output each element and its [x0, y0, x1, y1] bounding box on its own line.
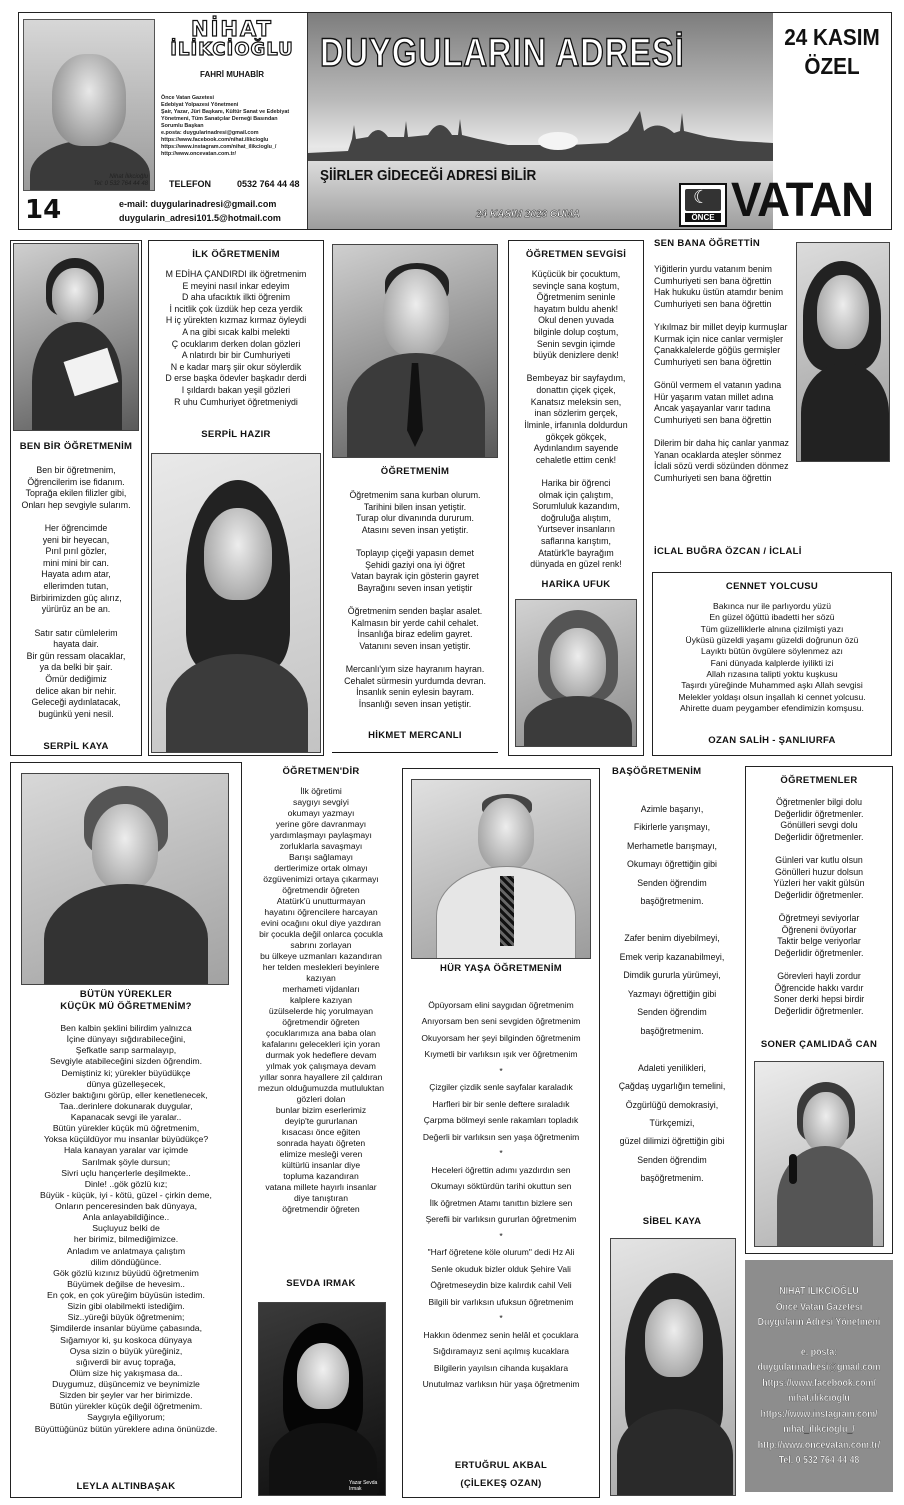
article-basogretmenim: [604, 762, 740, 1498]
name-line1: NİHAT: [191, 17, 273, 41]
article-author: OZAN SALİH - ŞANLIURFA: [708, 735, 836, 746]
article-title: HÜR YAŞA ÖĞRETMENİM: [439, 963, 562, 974]
divider: [332, 752, 498, 753]
special-issue-label: [779, 23, 885, 81]
article-text: İlk öğretimi saygıyı sevgiyi okumayı yazmayı yerine göre davranmayı yardımlaşmayı paylaşmayı zorluklarla savaşmayı Barışı sağlamayı dertlerimize ortak olmayı özgüvenimizi ortaya çıkarmayı öğretmendir öğreten Atatürk'ü unutturmayan hayatını öğrencilere harcayan evini ocağını okul diye yazdıran bir çocukla değil onlarca çocukla sabrını zorlayan bu ülkeye uzmanları kazandıran her telden meslekleri beyinlere kazıyan merhameti vijdanları kalplere kazıyan üzülselerde hiç yorulmayan öğretmendir öğreten çocuklarımıza ana baba olan kafalarını gelecekleri için yoran durmak yok hedeflere devam yılmak yok çalışmaya devam yıllar sonra hayallere zil çaldıran mezun olduğumuzda mutluluktan gözleri dolan bunlar bizim eserlerimiz deyip'te gururlanan kısacası önce eğiten sonrada hayatı öğreten elimize mesleği veren kültürlü insanlar diye topluma kazandıran vatana millete hayırlı insanlar diye tanıştıran öğretmendir öğreten: [257, 786, 385, 1214]
contact-instagram-2[interactable]: nihat_ilikcioglu_/: [783, 1424, 855, 1435]
article-text: M EDİHA ÇANDIRDI ilk öğretmenim E meyini nasıl inkar edeyim D aha ufacıktık ilkti öğrenim İ ncitlik çok üzdük hep ceza yerdik H iç yürekten kızmaz kırmaz öyleydi A na gibi sıcak kalbi melekti Ç ocuklarım derken dolan gözleri A nlatırdı bir bir Cumhuriyeti N e kadar marş şiir okur söylerdik D erse başka ödevler başkadır derdi I şıldardı bakan yeşil gözleri R uhu Cumhuriyet öğretmeniydi: [165, 269, 307, 407]
author-photo: [610, 1238, 736, 1496]
microphone-icon: [789, 1154, 797, 1184]
logo-small-text: ÖNCE: [685, 213, 721, 222]
article-author: LEYLA ALTINBAŞAK: [76, 1481, 176, 1492]
article-title: ÖĞRETMEN SEVGİSİ: [525, 249, 627, 260]
article-ogretmenim: [330, 240, 500, 756]
article-title: BAŞÖĞRETMENİM: [612, 766, 702, 777]
article-ilk-ogretmenim: [148, 240, 324, 756]
issue-date: 24 KASIM 2023 CUMA: [476, 209, 580, 220]
contact-email[interactable]: duygularinadresi@gmail.com: [757, 1362, 881, 1373]
article-text: Azimle başarıyı, Fikirlerle yarışmayı, Merhametle barışmayı, Okumayı öğrettiğin gibi Senden öğrendim başöğretmenim. Zafer benim diyebilmeyi, Emek verip kazanabilmeyi, Dimdik gururla yürümeyi, Yazmayı öğrettiğin gibi Senden öğrendim başöğretmenim. Adaleti yenilikleri, Çağdaş uygarlığın temelini, Özgürlüğü demokrasiyi, Türkçemizi, güzel dilimizi öğrettiğin gibi Senden öğrendim başöğretmenim.: [618, 804, 726, 1184]
phone-line: [169, 179, 300, 189]
article-author: SEVDA IRMAK: [286, 1278, 356, 1289]
page-number: 14: [25, 195, 62, 225]
name-line2: İLİKCİOĞLU: [170, 39, 294, 60]
article-ogretmen-sevgisi: [508, 240, 644, 756]
article-sen-bana-ogrettin: [652, 236, 894, 566]
article-title: ÖĞRETMEN'DİR: [282, 766, 360, 777]
contact-name: NİHAT İLİKCİOĞLU: [779, 1286, 859, 1297]
article-text: Yiğitlerin yurdu vatanım benim Cumhuriyeti sen bana öğrettin Hak hukuku üstün atamdır benim Cumhuriyeti sen bana öğrettin Yıkılmaz bir millet deyip kurmuşlar Kurmak için nice canlar vermişler Çanakkalelerde göğüs germişler Cumhuriyeti sen bana öğrettin Gönül vermem el vatanın yadına Hür yaşarım vatan millet adına Ancak yaşayanlar varır tadına Cumhuriyeti sen bana öğrettin Dilerim bir daha hiç canlar yanmaz Yanan ocaklarda ateşler sönmez İclali sözü verdi sözünden dönmez Cumhuriyeti sen bana öğrettin: [654, 264, 789, 483]
email-secondary: duygularin_adresi101.5@hotmail.com: [119, 213, 281, 223]
contact-site[interactable]: http://www.oncevatan.com.tr/: [757, 1439, 881, 1451]
contact-phone: Tel. 0 532 764 44 48: [778, 1455, 860, 1466]
article-text: Ben bir öğretmenim, Öğrencilerim ise fidanım. Toprağa ekilen filizler gibi, Onları hep sevgiyle sularım. Her öğrencimde yeni bir heyecan, Pırıl pırıl gözler, mini mini bir can. Hayata adım atar, ellerimden tutan, Birbirimizden güç alırız, yürürüz an be an. Satır satır cümlelerim hayata dair. Bir gün ressam olacaklar, ya da belki bir şair. Ömür dediğimiz delice akan bir nehir. Geleceği aydınlatacak, bugünkü yeni nesil.: [21, 465, 131, 719]
article-title: İLK ÖĞRETMENİM: [192, 249, 280, 260]
article-cennet-yolcusu: [652, 572, 892, 756]
article-butun-yurekler: [10, 762, 242, 1498]
contact-email-label: e. posta:: [800, 1346, 838, 1358]
article-title: ÖĞRETMENİM: [380, 466, 450, 477]
columnist-info: Önce Vatan Gazetesi Edebiyat Yolpazesi Yönetmeni Şair, Yazar, Jüri Başkanı, Kültür Sanat ve Edebiyat Yönetmeni, Tüm Sanatçılar Derneği Basından Sorumlu Başkan e.posta: duygularinadresi@gmail.com https://www.facebook.com/nihat.ilikcioglu https://www.instagram.com/nihat_ilikcioglu_/ http://www.oncevatan.com.tr/: [161, 95, 290, 158]
article-text: Bakınca nur ile parlıyordu yüzü En güzel öğüttü ibadetti her sözü Tüm güzelliklerle alnına çizilmişti yazı Üyküsü güzeldi yaşamı güzeldi doğrunun özü Layıktı bütün övgülere söylenmez azı Fani dünyada kalplerde iyilikti izi Allah rızasına talipti yoktu kuşkusu Taşırdı yüreğinde Muhammed aşkı Allah sevgisi Melekler yoldaşı olsun inşallah ki cennet yolcusu. Ahirette duam peygamber efendimizin komşusu.: [678, 601, 866, 714]
article-title: BÜTÜN YÜREKLER KÜÇÜK MÜ ÖĞRETMENİM?: [60, 989, 192, 1012]
contact-role: Duyguların Adresi Yönetmeni: [757, 1317, 881, 1328]
article-author: HİKMET MERCANLI: [368, 730, 462, 741]
author-photo: [151, 453, 321, 753]
photo-signature: Nihat İlikcioğlu Tel: 0 532 764 44 48: [93, 173, 148, 187]
columnist-name: [161, 19, 303, 79]
author-photo: [21, 773, 229, 985]
author-photo: [258, 1302, 386, 1496]
article-title: ÖĞRETMENLER: [780, 775, 858, 786]
author-photo: [754, 1061, 884, 1247]
article-title: SEN BANA ÖĞRETTİN: [654, 238, 761, 249]
article-author: HARİKA UFUK: [541, 579, 611, 590]
article-hur-yasa-ogretmenim: [402, 768, 600, 1498]
article-author: SONER ÇAMLIDAĞ CAN: [760, 1039, 878, 1050]
columnist-photo: [23, 19, 155, 191]
contact-paper: Önce Vatan Gazetesi: [775, 1301, 863, 1313]
columnist-role: FAHRİ MUHABİR: [200, 69, 264, 79]
author-photo: [515, 599, 637, 747]
article-author: ERTUĞRUL AKBAL (ÇİLEKEŞ OZAN): [454, 1460, 548, 1490]
article-text: Öğretmenler bilgi dolu Değerlidir öğretmenler. Gönülleri sevgi dolu Değerlidir öğretmenler. Günleri var kutlu olsun Gönülleri huzur dolsun Yüzleri her vakit gülsün Değerlidir öğretmenler. Öğretmeyi seviyorlar Öğreneni övüyorlar Taktir belge veriyorlar Değerlidir öğretmenler. Görevleri hayli zordur Öğrencide hakkı vardır Soner derki hepsi birdir Değerlidir öğretmenler.: [773, 797, 865, 1016]
article-author: İCLAL BUĞRA ÖZCAN / İCLALİ: [654, 546, 802, 557]
author-photo: [411, 779, 591, 959]
special-line2: ÖZEL: [804, 52, 860, 79]
article-text: Küçücük bir çocuktum, sevinçle sana koştum, Öğretmenim seninle hayatım buldu ahenk! Okul denen yuvada bilginle dolup coştum, Senin sevgin içimde büyük denizlere denk! Bembeyaz bir sayfaydım, donattın çiçek çiçek, Kanatsız meleksin sen, inan sözlerim gerçek, İlminle, irfanınla doldurdun gökçek gökçek, Aydınlandım sayende cehaletle ettim cenk! Harika bir öğrenci olmak için çalıştım, Sorumluluk kazandım, doğruluğa alıştım, Yurtsever insanların saflarına karıştım, Atatürk'le bayrağım dünyada en güzel renk!: [524, 269, 628, 570]
photo-caption: Yazar Sevda Irmak: [349, 1480, 378, 1492]
email-primary: e-mail: duygularinadresi@gmail.com: [119, 199, 277, 209]
contact-instagram-1[interactable]: https://www.instagram.com/: [760, 1408, 878, 1420]
contact-facebook-1[interactable]: https://www.facebook.com/: [762, 1377, 876, 1389]
article-author: SERPİL KAYA: [43, 741, 109, 752]
article-ogretmenler: [745, 766, 893, 1254]
contact-box: [745, 1260, 893, 1492]
article-title: CENNET YOLCUSU: [725, 581, 819, 592]
article-author: SERPİL HAZIR: [201, 429, 271, 440]
article-title: BEN BİR ÖĞRETMENİM: [19, 441, 133, 452]
newspaper-logo: [679, 174, 891, 229]
special-line1: 24 KASIM: [784, 24, 880, 50]
author-photo: [332, 244, 498, 458]
page-header: [18, 12, 892, 230]
phone-label: TELEFON: [169, 179, 211, 189]
istanbul-skyline-icon: [308, 101, 773, 161]
logo-text: VATAN: [731, 174, 874, 227]
author-photo: [13, 243, 139, 431]
author-photo: [796, 242, 890, 462]
contact-facebook-2[interactable]: nihat.ilikcioglu: [788, 1393, 850, 1404]
flag-icon: [679, 183, 727, 227]
article-ogretmendir: [246, 762, 396, 1498]
article-ben-bir-ogretmenim: [10, 240, 142, 756]
section-subtitle: ŞİİRLER GİDECEĞİ ADRESİ BİLİR: [320, 167, 537, 184]
article-text: Ben kalbin şeklini bilirdim yalnızca İçine dünyayı sığdırabileceğini, Şefkatle sarıp sarmalayıp, Sevgiyle atabileceğini sizden öğrendim. Demiştiniz ki; yürekler büyüdükçe dünya güzelleşecek, Gözler baktığını görüp, eller kenetlenecek, Taa..derinlere dokunarak duygular, Kapanacak sevgi ile yaralar.. Bütün yürekler küçük mü öğretmenim, Yoksa küçüldüyor mu insanlar büyüdükçe? Hala kanayan yaralar var içimde Sarılmak şöyle dursun; Sivri uçlu hançerlerle deşilmekte.. Dinle! ..gök gözlü kız; Büyük - küçük, iyi - kötü, güzel - çirkin deme, Onların penceresinden bak dünyaya, Anla anlayabildiğince.. Suçluyuz belki de her birimiz, bilmediğimizce. Anladım ve anlatmaya çalıştım dilim döndüğünce. Gök gözlü kızınız büyüdü öğretmenim Büyümek değilse de hevesim.. En çok, en çok yüreğim büyüsün istedim. Sizin gibi olabilmekti istediğim. Siz..yüreği büyük öğretmenim; Şimdilerde insanlar büyüme çabasında, Sığamıyor ki, şu koskoca dünyaya Oysa sizin o büyük yüreğiniz, sığıverdi bir avuç toprağa, Ölüm size hiç yakışmasa da.. Duygumuz, düşüncemiz ve beynimizle Sizden bir şeyler var her birimizde. Bütün yürekler küçük değil öğretmenim. Saygıyla eğiliyorum; Büyüttüğünüz bütün yüreklere adına önünüzde.: [34, 1023, 218, 1434]
article-author: SİBEL KAYA: [642, 1216, 702, 1227]
phone-number: 0532 764 44 48: [237, 179, 300, 189]
article-text: Öpüyorsam elini saygıdan öğretmenim Anıyorsam ben seni sevgiden öğretmenim Okuyorsam her şeyi bilginden öğretmenim Kıymetli bir varlıksın ışık ver öğretmenim * Çizgiler çizdik senle sayfalar karaladık Harfleri bir bir senle deftere sıraladık Çarpma bölmeyi senle rakamları topladık Değerli bir varlıksın sen yaşa öğretmenim * Heceleri öğrettin adımı yazdırdın sen Okumayı söktürdün tarihi okuttun sen İlk öğretmen Atamı tanıttın bizlere sen Şerefli bir varlıksın gururlan öğretmenim * "Harf öğretene köle olurum" dedi Hz Ali Senle okuduk bizler olduk Şehire Vali Öğretmeseydin bize kalırdık cahil Veli Bilgili bir varlıksın ufuksun öğretmenim * Hakkın ödenmez senin helâl et çocuklara Sığdıramayız seni açılmış kucaklara Bilgilerin yayılsın cihanda kuşaklara Unutulmaz varlıksın hür yaşa öğretmenim: [421, 1000, 581, 1390]
section-title: DUYGULARIN ADRESİ: [320, 31, 685, 75]
article-text: Öğretmenim sana kurban olurum. Tarihini bilen insan yetiştir. Turap olur divanında dururum. Atasını seven insan yetiştir. Toplayıp çiçeği yapasın demet Şehidi gaziyi ona iyi öğret Vatan bayrak için gösterin gayret Bayrağını seven insan yetiştir Öğretmenim senden başlar asalet. Kalmasın bir yerde cahil cehalet. İnsanlığa biraz edelim gayret. Vatanını seven insan yetiştir. Mercanlı'yım size hayranım hayran. Cehalet sürmesin yurdumda devran. İnsanlık senin eylesin bayram. İnsanlığı seven insan yetiştir.: [344, 490, 486, 709]
